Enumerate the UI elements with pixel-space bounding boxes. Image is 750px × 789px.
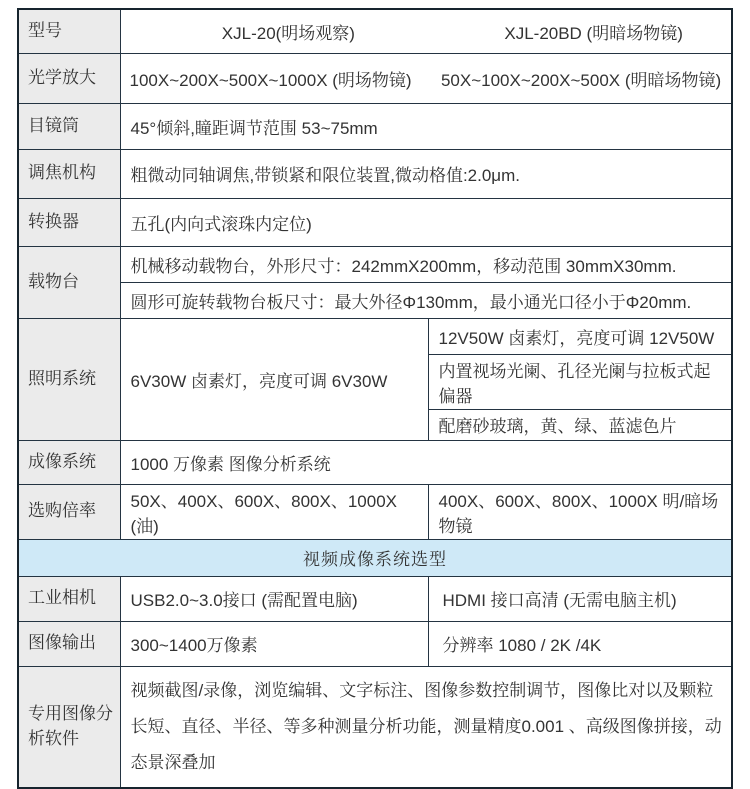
camera-left-value: USB2.0~3.0接口 (需配置电脑): [120, 576, 428, 621]
illumination-right3: 配磨砂玻璃，黄、绿、蓝滤色片: [428, 409, 732, 440]
row-camera: [18, 576, 732, 621]
cell-optical: [120, 53, 732, 103]
software-value: [120, 666, 732, 788]
spec-sheet: [17, 8, 733, 789]
model-right-value: XJL-20BD (明暗场物镜): [504, 23, 683, 43]
row-label-software: 专用图像分析软件: [18, 666, 120, 788]
row-stage: [18, 246, 732, 282]
row-output: [18, 621, 732, 666]
model-left-value: XJL-20(明场观察): [221, 23, 355, 43]
row-software: [18, 666, 732, 788]
video-section-title: 视频成像系统选型: [18, 539, 732, 576]
row-label-imaging: 成像系统: [18, 440, 120, 484]
cell-model: [120, 9, 732, 53]
optical-right-value: 50X~100X~200X~500X (明暗场物镜): [440, 70, 722, 90]
focus-value: 粗微动同轴调焦,带锁紧和限位装置,微动格值:2.0μm.: [120, 149, 732, 198]
row-model: [18, 9, 732, 53]
nosepiece-value: 五孔(内向式滚珠内定位): [120, 198, 732, 246]
optional-left-value: 50X、400X、600X、800X、1000X (油): [120, 484, 428, 539]
row-optional: [18, 484, 732, 539]
row-label-eyepiece: 目镜筒: [18, 103, 120, 149]
output-right-value: 分辨率 1080 / 2K /4K: [428, 621, 732, 666]
optical-left-value: 100X~200X~500X~1000X (明场物镜): [129, 70, 412, 90]
row-label-focus: 调焦机构: [18, 149, 120, 198]
row-label-optical: 光学放大: [18, 53, 120, 103]
row-video-header: [18, 539, 732, 576]
output-left-value: 300~1400万像素: [120, 621, 428, 666]
row-eyepiece: [18, 103, 732, 149]
camera-right-value: HDMI 接口高清 (无需电脑主机): [428, 576, 732, 621]
row-label-stage: 载物台: [18, 246, 120, 318]
row-label-output: 图像输出: [18, 621, 120, 666]
imaging-value: 1000 万像素 图像分析系统: [120, 440, 732, 484]
row-illumination: [18, 318, 732, 354]
software-description: 视频截图/录像，浏览编辑、文字标注、图像参数控制调节，图像比对以及颗粒长短、直径、半径、等多种测量分析功能，测量精度0.001 、高级图像拼接，动态景深叠加: [130, 680, 722, 772]
row-focus: [18, 149, 732, 198]
row-nosepiece: [18, 198, 732, 246]
row-optical: [18, 53, 732, 103]
row-imaging: [18, 440, 732, 484]
illumination-left-value: 6V30W 卤素灯，亮度可调 6V30W: [120, 318, 428, 440]
spec-table: [17, 8, 733, 789]
illumination-right1: 12V50W 卤素灯，亮度可调 12V50W: [428, 318, 732, 354]
row-label-model: 型号: [18, 9, 120, 53]
optional-right-value: 400X、600X、800X、1000X 明/暗场物镜: [428, 484, 732, 539]
illumination-right2: 内置视场光阑、孔径光阑与拉板式起偏器: [428, 354, 732, 409]
row-label-illumination: 照明系统: [18, 318, 120, 440]
row-label-camera: 工业相机: [18, 576, 120, 621]
eyepiece-value: 45°倾斜,瞳距调节范围 53~75mm: [120, 103, 732, 149]
row-stage-sub: [18, 282, 732, 318]
row-label-optional: 选购倍率: [18, 484, 120, 539]
stage-line2: 圆形可旋转载物台板尺寸：最大外径Φ130mm，最小通光口径小于Φ20mm.: [120, 282, 732, 318]
stage-line1: 机械移动载物台，外形尺寸：242mmX200mm，移动范围 30mmX30mm.: [120, 246, 732, 282]
row-label-nosepiece: 转换器: [18, 198, 120, 246]
